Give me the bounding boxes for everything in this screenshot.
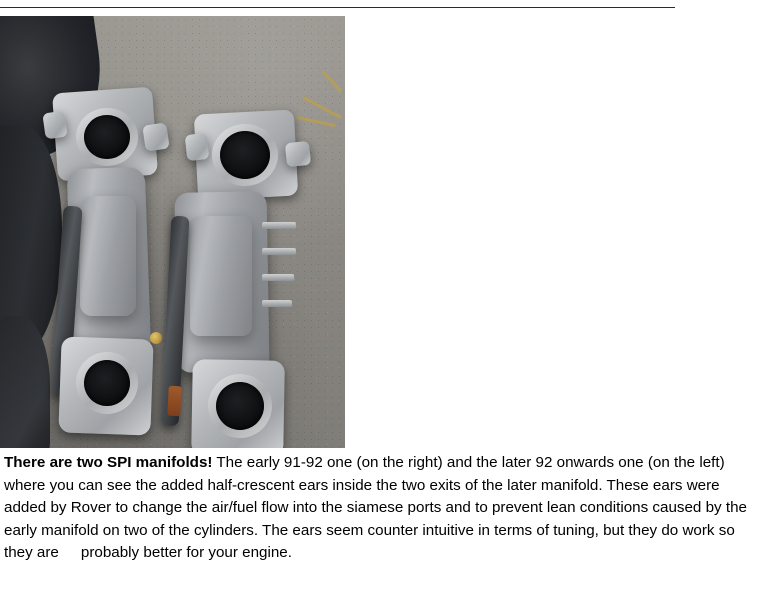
manifold-right-stud-1 xyxy=(262,222,296,229)
manifold-right-bottom-bore xyxy=(216,382,264,430)
manifold-left-bottom-bore xyxy=(84,360,130,406)
photo-caption xyxy=(4,452,752,565)
manifold-left-top-bore xyxy=(84,115,130,159)
manifold-right-top-ear-b xyxy=(285,141,311,167)
manifold-right-top-ear-a xyxy=(185,133,210,161)
caption-body-2: probably better for your engine. xyxy=(80,544,292,562)
manifold-right-stud-2 xyxy=(262,248,296,255)
spi-manifolds-photo xyxy=(0,16,345,448)
manifold-left-body-rib xyxy=(80,196,136,316)
caption-body: The early 91-92 one (on the right) and the later 92 onwards one (on the left) where you can see the added half-crescent ears inside the two exits of the later manifold. These ears were added by Rover to change the air/fuel flow into the siamese ports and to prevent lean conditions caused by the early manifold on two of the cylinders. The ears seem counter intuitive in terms of tuning, but they do work so they are xyxy=(4,454,747,562)
manifold-right-top-bore xyxy=(220,131,270,179)
manifold-left-top-ear-b xyxy=(142,122,169,151)
manifold-left-top-ear-a xyxy=(42,111,67,140)
manifold-left-brass-fitting xyxy=(150,332,162,344)
manifold-right-runner-rust xyxy=(167,386,182,417)
manifold-right-stud-4 xyxy=(262,300,292,307)
caption-lead: There are two SPI manifolds! xyxy=(4,454,213,471)
manifold-right-body-rib xyxy=(190,216,252,336)
manifold-right-stud-3 xyxy=(262,274,294,281)
horizontal-divider xyxy=(0,7,675,8)
